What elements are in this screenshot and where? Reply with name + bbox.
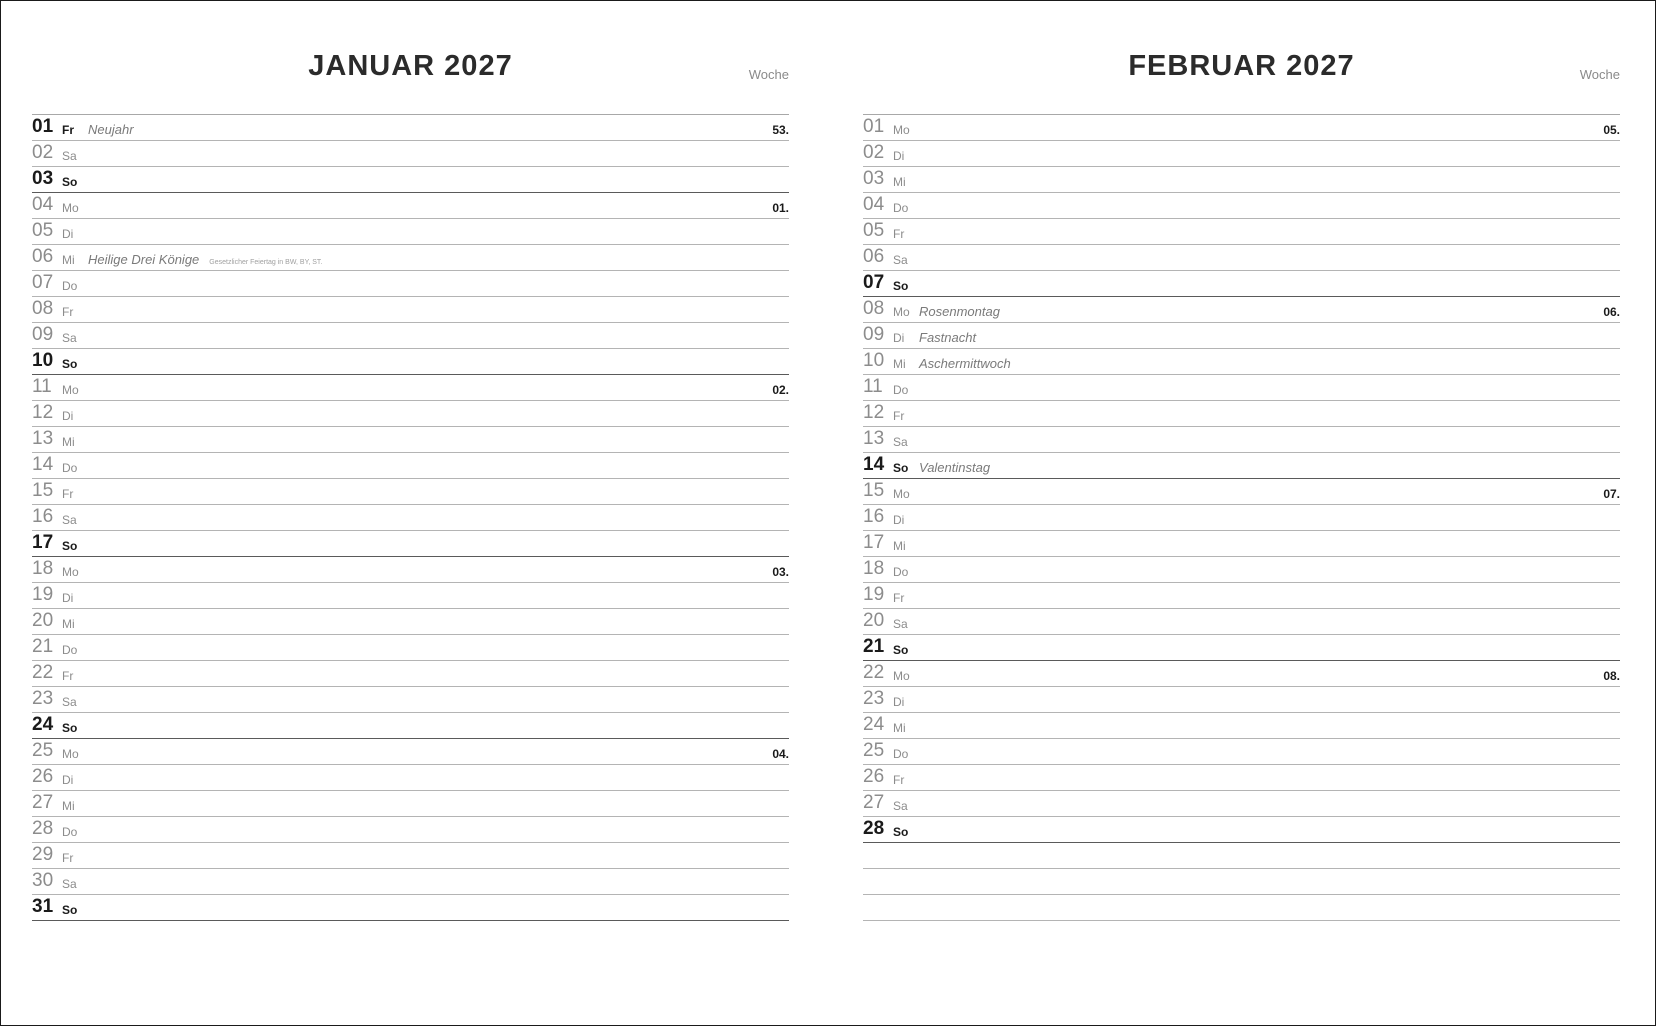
day-row [863,843,1620,869]
event-text: Valentinstag [919,460,991,475]
day-row [32,323,789,349]
day-row [32,115,789,141]
day-row [32,297,789,323]
day-row [32,869,789,895]
day-number: 07 [863,272,885,293]
weekday-label: Di [893,513,905,527]
day-row [863,453,1620,479]
weekday-label: Mo [893,669,910,683]
day-number: 15 [863,480,885,501]
day-number: 16 [32,506,54,527]
day-row [863,895,1620,921]
week-number: 05. [1603,123,1620,137]
weekday-label: Fr [62,123,74,137]
day-number: 08 [32,298,54,319]
event-text: Rosenmontag [919,304,1000,319]
weekday-label: Do [893,201,909,215]
day-number: 10 [32,350,54,371]
day-row [863,297,1620,323]
day-number: 06 [32,246,54,267]
day-number: 25 [32,740,54,761]
week-number: 06. [1603,305,1620,319]
day-row [863,661,1620,687]
day-row [32,635,789,661]
day-number: 23 [863,688,885,709]
weekday-label: Mo [893,487,910,501]
day-row [32,141,789,167]
day-number: 13 [32,428,54,449]
week-number: 01. [772,201,789,215]
day-row [863,557,1620,583]
day-number: 28 [32,818,54,839]
event-label [919,330,976,345]
week-number: 04. [772,747,789,761]
day-row [863,583,1620,609]
day-row [32,401,789,427]
event-note: Gesetzlicher Feiertag in BW, BY, ST. [209,259,323,266]
day-row [863,193,1620,219]
day-row [32,531,789,557]
weekday-label: Mo [62,383,79,397]
day-number: 26 [32,766,54,787]
day-row [32,167,789,193]
weekday-label: Do [893,383,909,397]
day-number: 11 [32,376,52,397]
event-text: Fastnacht [919,330,977,345]
day-number: 22 [863,662,885,683]
weekday-label: So [62,539,78,553]
day-number: 08 [863,298,885,319]
day-number: 05 [863,220,885,241]
day-list [32,114,789,921]
day-number: 21 [863,636,885,657]
day-row [863,713,1620,739]
day-number: 21 [32,636,54,657]
weekday-label: Di [893,331,905,345]
day-number: 17 [863,532,885,553]
weekday-label: Fr [893,591,905,605]
month-january [32,0,789,1026]
weekday-label: Sa [62,149,77,163]
weekday-label: Mi [893,175,906,189]
day-row [32,245,789,271]
weekday-label: Di [62,591,74,605]
day-row [863,115,1620,141]
day-row [32,557,789,583]
weekday-label: Sa [62,331,77,345]
weekday-label: Fr [62,851,74,865]
weekday-label: Mo [62,565,79,579]
day-row [32,583,789,609]
day-row [863,349,1620,375]
day-number: 09 [32,324,54,345]
day-row [32,219,789,245]
weekday-label: So [893,461,909,475]
week-number: 02. [772,383,789,397]
week-number: 53. [772,123,789,137]
day-number: 10 [863,350,885,371]
day-number: 31 [32,896,54,917]
day-row [863,869,1620,895]
day-number: 16 [863,506,885,527]
weekday-label: Mo [62,201,79,215]
week-number: 03. [772,565,789,579]
day-row [32,843,789,869]
weekday-label: Sa [893,253,908,267]
weekday-label: Sa [893,435,908,449]
event-text: Neujahr [88,122,134,137]
weekday-label: Sa [62,877,77,891]
day-row [32,271,789,297]
weekday-label: Sa [62,513,77,527]
weekday-label: Mo [893,305,910,319]
day-row [32,349,789,375]
day-row [32,505,789,531]
weekday-label: Fr [893,227,905,241]
weekday-label: Fr [62,305,74,319]
event-label [919,356,1011,371]
month-title: JANUAR 2027 [308,50,513,82]
day-number: 14 [863,454,885,475]
weekday-label: Mi [62,799,75,813]
day-row [32,895,789,921]
weekday-label: Do [62,825,78,839]
day-row [863,765,1620,791]
day-row [863,141,1620,167]
event-label [88,122,134,137]
weekday-label: Fr [893,409,905,423]
day-row [863,817,1620,843]
weekday-label: Do [62,279,78,293]
day-number: 09 [863,324,885,345]
weekday-label: Di [62,773,74,787]
day-number: 24 [32,714,54,735]
week-column-label: Woche [748,67,789,82]
day-row [863,271,1620,297]
month-february [863,0,1620,1026]
day-row [32,817,789,843]
day-number: 20 [32,610,54,631]
weekday-label: Fr [62,487,74,501]
day-number: 12 [863,402,885,423]
day-row [863,427,1620,453]
day-row [863,323,1620,349]
weekday-label: Mi [893,357,906,371]
weekday-label: So [62,721,78,735]
day-number: 27 [32,792,54,813]
day-number: 01 [863,116,885,137]
weekday-label: So [62,357,78,371]
day-number: 03 [863,168,885,189]
day-number: 20 [863,610,885,631]
weekday-label: So [893,825,909,839]
weekday-label: Sa [62,695,77,709]
weekday-label: Mi [893,539,906,553]
day-number: 18 [32,558,54,579]
weekday-label: Di [893,695,905,709]
day-row [863,167,1620,193]
week-number: 07. [1603,487,1620,501]
day-number: 18 [863,558,885,579]
day-row [863,687,1620,713]
weekday-label: Di [62,227,74,241]
day-number: 03 [32,168,54,189]
event-text: Heilige Drei Könige [88,252,200,267]
day-row [32,791,789,817]
day-number: 11 [863,376,883,397]
weekday-label: Do [893,747,909,761]
day-number: 13 [863,428,885,449]
weekday-label: Mo [893,123,910,137]
week-column-label: Woche [1579,67,1620,82]
day-row [32,375,789,401]
weekday-label: So [893,643,909,657]
day-number: 30 [32,870,54,891]
day-row [863,739,1620,765]
day-number: 19 [863,584,885,605]
event-text: Aschermittwoch [919,356,1011,371]
day-number: 29 [32,844,54,865]
day-number: 27 [863,792,885,813]
day-row [32,609,789,635]
day-row [32,713,789,739]
day-row [863,791,1620,817]
day-list [863,114,1620,921]
weekday-label: So [62,175,78,189]
day-number: 14 [32,454,54,475]
day-row [863,219,1620,245]
day-number: 02 [32,142,54,163]
day-row [32,453,789,479]
day-number: 25 [863,740,885,761]
weekday-label: Fr [62,669,74,683]
day-number: 17 [32,532,54,553]
weekday-label: Mi [893,721,906,735]
day-number: 04 [863,194,885,215]
day-row [32,739,789,765]
day-row [863,635,1620,661]
day-number: 04 [32,194,54,215]
week-number: 08. [1603,669,1620,683]
day-row [863,609,1620,635]
month-title: FEBRUAR 2027 [1128,50,1355,82]
weekday-label: Sa [893,799,908,813]
event-label [88,252,322,267]
day-number: 23 [32,688,54,709]
day-number: 02 [863,142,885,163]
weekday-label: So [62,903,78,917]
day-row [32,193,789,219]
day-number: 01 [32,116,54,137]
weekday-label: So [893,279,909,293]
day-row [32,427,789,453]
weekday-label: Do [893,565,909,579]
day-row [863,479,1620,505]
day-number: 15 [32,480,54,501]
day-row [32,479,789,505]
weekday-label: Di [62,409,74,423]
day-number: 05 [32,220,54,241]
day-row [863,401,1620,427]
weekday-label: Fr [893,773,905,787]
day-number: 24 [863,714,885,735]
day-number: 06 [863,246,885,267]
day-row [32,765,789,791]
day-number: 12 [32,402,54,423]
weekday-label: Mo [62,747,79,761]
weekday-label: Mi [62,435,75,449]
weekday-label: Di [893,149,905,163]
weekday-label: Do [62,461,78,475]
day-number: 22 [32,662,54,683]
weekday-label: Mi [62,617,75,631]
event-label [919,304,1000,319]
event-label [919,460,990,475]
day-row [863,375,1620,401]
day-number: 28 [863,818,885,839]
day-number: 07 [32,272,54,293]
day-row [32,687,789,713]
day-number: 26 [863,766,885,787]
weekday-label: Mi [62,253,75,267]
day-row [863,245,1620,271]
day-number: 19 [32,584,54,605]
day-row [863,531,1620,557]
weekday-label: Sa [893,617,908,631]
day-row [32,661,789,687]
weekday-label: Do [62,643,78,657]
day-row [863,505,1620,531]
